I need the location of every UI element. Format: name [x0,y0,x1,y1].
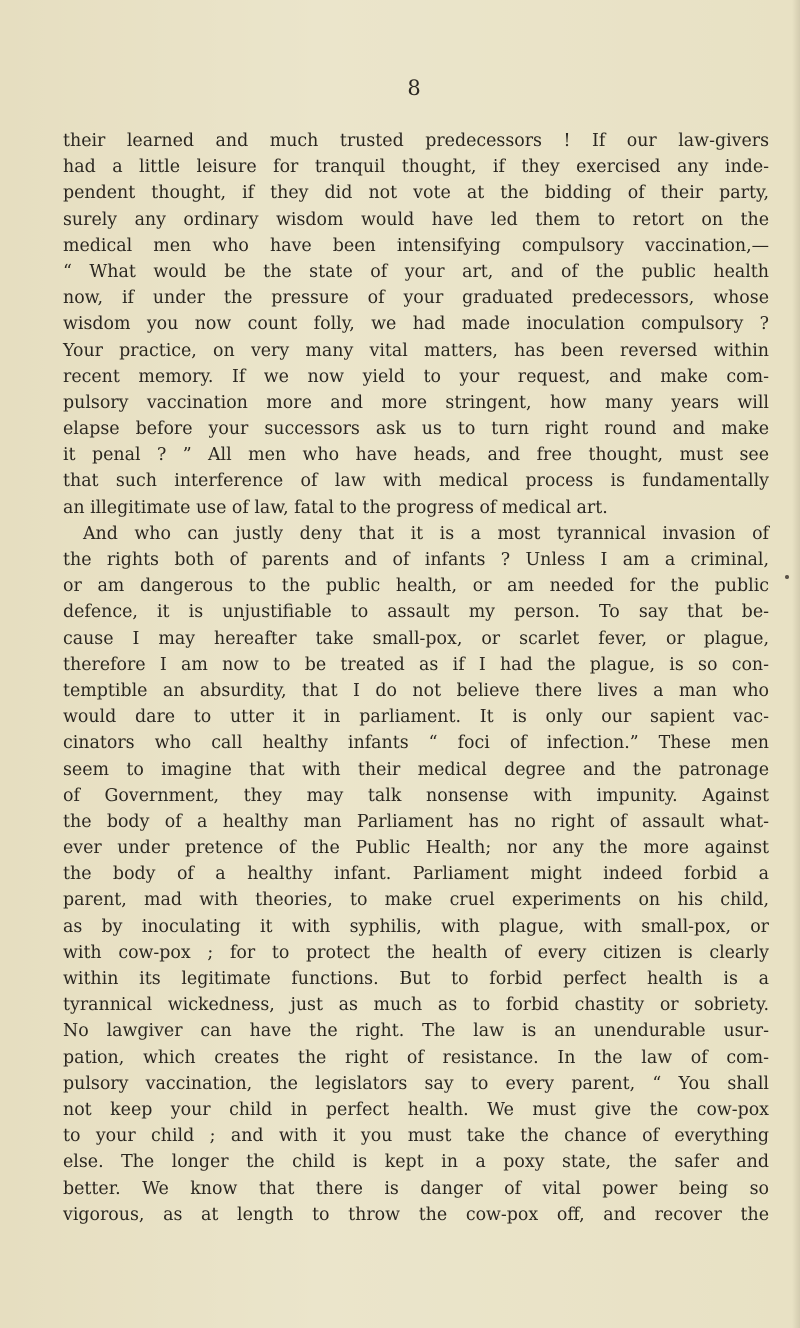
text-line: cinators who call healthy infants “ foci of infection.” These men [63,733,769,754]
text-line: an illegitimate use of law, fatal to the progress of medical art. [63,497,608,518]
text-line: parent, mad with theories, to make cruel experiments on his child, [63,890,769,911]
text-line: vigorous, as at length to throw the cow-pox off, and recover the [63,1204,769,1225]
text-line: within its legitimate functions. But to forbid perfect health is a [63,969,769,989]
text-line: the body of a healthy man Parliament has no right of assault what- [63,811,769,832]
page-edge-shadow [792,0,800,1328]
text-line: would dare to utter it in parliament. It is only our sapient vac- [63,707,769,728]
text-line: the rights both of parents and of infants ? Unless I am a criminal, [63,550,769,570]
text-line: as by inoculating it with syphilis, with plague, with small-pox, or [63,916,769,937]
text-line: elapse before your successors ask us to turn right round and make [63,419,769,440]
text-line: with cow-pox ; for to protect the health of every citizen is clearly [63,942,769,963]
text-line: surely any ordinary wisdom would have led them to retort on the [63,209,769,230]
text-line: their learned and much trusted predecessors ! If our law-givers [63,131,769,151]
text-line: defence, it is unjustifiable to assault my person. To say that be- [63,602,769,623]
text-line: temptible an absurdity, that I do not believe there lives a man who [63,680,769,701]
text-line: ever under pretence of the Public Health; nor any the more against [63,838,769,859]
text-line: medical men who have been intensifying compulsory vaccination,— [63,235,769,256]
text-line: or am dangerous to the public health, or am needed for the public [63,576,769,597]
text-line: had a little leisure for tranquil thought, if they exercised any inde- [63,157,769,178]
text-line: recent memory. If we now yield to your request, and make com- [63,366,769,387]
text-line: that such interference of law with medical process is fundamentally [63,471,769,492]
text-line: “ What would be the state of your art, and of the public health [63,261,769,282]
text-line: not keep your child in perfect health. We must give the cow-pox [63,1099,769,1120]
text-line: wisdom you now count folly, we had made inoculation compulsory ? [63,314,769,335]
text-line: seem to imagine that with their medical degree and the patronage [63,759,769,780]
text-line: therefore I am now to be treated as if I had the plague, is so con- [63,654,769,675]
text-line: the body of a healthy infant. Parliament might indeed forbid a [63,864,769,885]
page-number: 8 [407,76,421,100]
text-line: And who can justly deny that it is a most tyrannical invasion of [83,523,769,544]
text-line: to your child ; and with it you must take the chance of everything [63,1126,769,1147]
text-line: tyrannical wickedness, just as much as to forbid chastity or sobriety. [63,995,769,1016]
text-line: pation, which creates the right of resistance. In the law of com- [63,1047,769,1068]
text-line: it penal ? ” All men who have heads, and free thought, must see [63,445,769,466]
text-line: No lawgiver can have the right. The law is an unendurable usur- [63,1021,769,1042]
text-line: now, if under the pressure of your graduated predecessors, whose [63,288,769,309]
text-line: Your practice, on very many vital matters, has been reversed within [63,340,769,361]
body-text [63,128,769,1228]
text-line: of Government, they may talk nonsense with impunity. Against [63,785,769,806]
text-line: else. The longer the child is kept in a poxy state, the safer and [63,1152,769,1173]
text-line: pulsory vaccination more and more stringent, how many years will [63,392,769,413]
text-line: pulsory vaccination, the legislators say to every parent, “ You shall [63,1073,769,1094]
text-line: better. We know that there is danger of vital power being so [63,1178,769,1199]
margin-mark [785,575,789,579]
text-line: cause I may hereafter take small-pox, or scarlet fever, or plague, [63,628,769,649]
text-line: pendent thought, if they did not vote at the bidding of their party, [63,183,769,204]
